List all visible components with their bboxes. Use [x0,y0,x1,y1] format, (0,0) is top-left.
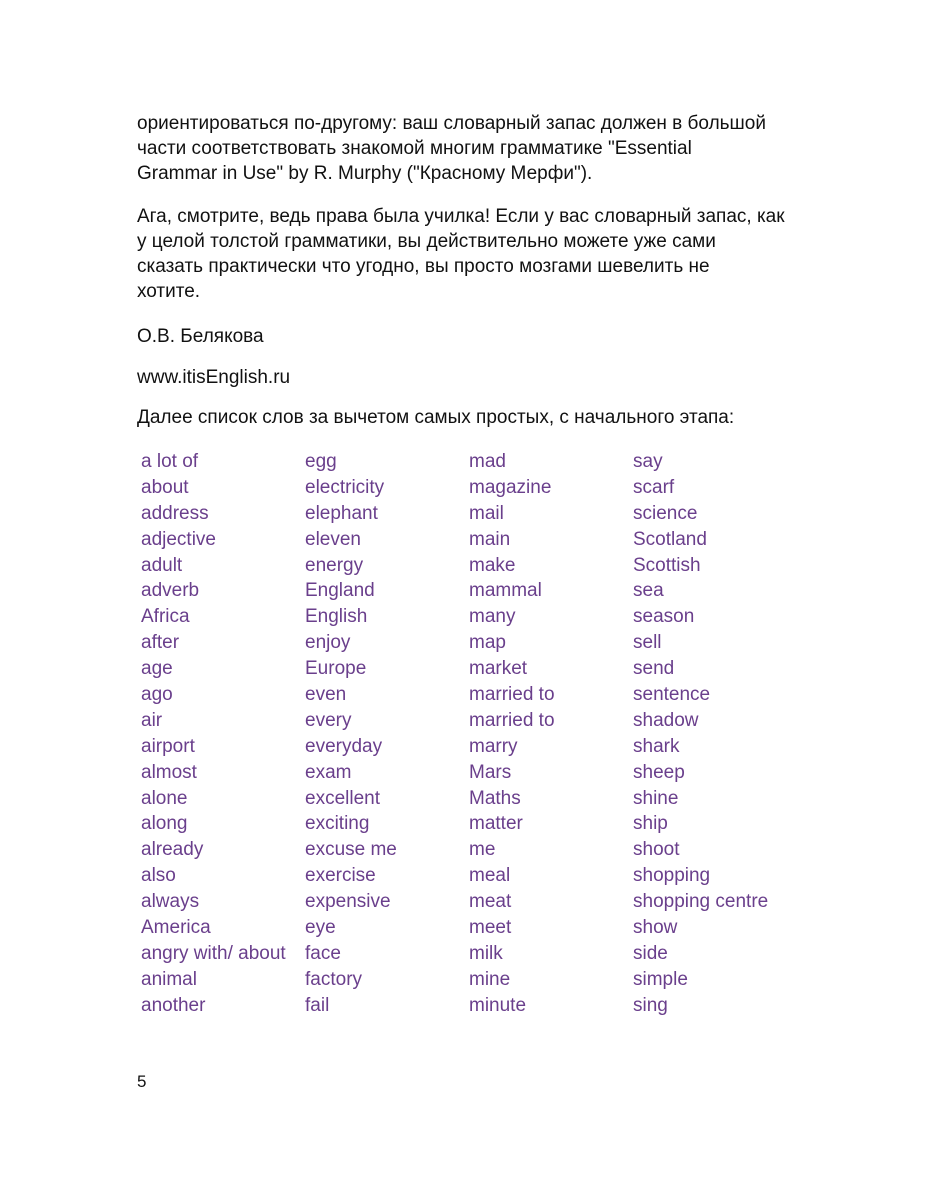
word-item: make [469,554,516,576]
word-item: mammal [469,580,542,602]
word-item: English [305,606,368,628]
word-item: shark [633,735,680,757]
word-item: send [633,658,675,680]
remark-paragraph [137,204,827,304]
author-signature: О.В. Белякова [137,326,264,347]
word-item: animal [141,968,197,990]
word-item: everyday [305,735,383,757]
word-item: eye [305,917,336,939]
word-item: always [141,891,200,913]
word-column [469,449,633,1019]
page-number: 5 [137,1072,147,1091]
word-item: along [141,813,188,835]
word-item: alone [141,787,188,809]
word-item: shopping [633,865,711,887]
word-item: sell [633,632,662,654]
remark-line: Ага, смотрите, ведь права была училка! Если у вас словарный запас, как [137,206,785,227]
word-item: eleven [305,528,361,550]
word-item: main [469,528,511,550]
remark-line: у целой толстой грамматики, вы действительно можете уже сами [137,231,716,252]
word-item: angry with/ about [141,942,286,964]
word-item: minute [469,994,527,1016]
word-item: exam [305,761,352,783]
word-item: age [141,658,173,680]
word-item: another [141,994,206,1016]
word-item: shadow [633,709,699,731]
word-item: shopping centre [633,891,769,913]
word-item: excuse me [305,839,397,861]
word-item: expensive [305,891,391,913]
word-item: show [633,917,678,939]
word-item: scarf [633,476,675,498]
word-item: about [141,476,189,498]
word-item: fail [305,994,330,1016]
word-item: adverb [141,580,200,602]
word-column [305,449,469,1019]
word-item: every [305,709,352,731]
word-item: electricity [305,476,385,498]
word-item: meat [469,891,512,913]
word-column [633,449,797,1019]
word-item: market [469,658,528,680]
intro-line: части соответствовать знакомой многим грамматике "Essential [137,138,692,159]
word-item: me [469,839,496,861]
intro-paragraph [137,111,827,186]
word-item: energy [305,554,364,576]
word-item: mine [469,968,511,990]
word-item: exercise [305,865,376,887]
remark-line: хотите. [137,281,201,302]
word-item: matter [469,813,523,835]
list-intro: Далее список слов за вычетом самых простых, с начального этапа: [137,407,735,428]
word-item: side [633,942,668,964]
word-item: ago [141,684,173,706]
word-item: marry [469,735,518,757]
website-link[interactable]: www.itisEnglish.ru [137,367,291,388]
word-item: sheep [633,761,685,783]
word-item: mail [469,502,504,524]
word-item: map [469,632,506,654]
word-item: milk [469,942,503,964]
word-item: excellent [305,787,380,809]
word-item: egg [305,451,337,472]
word-item: also [141,865,176,887]
word-item: adult [141,554,183,576]
word-item: meet [469,917,512,939]
word-item: a lot of [141,451,199,472]
word-item: exciting [305,813,370,835]
word-item: sentence [633,684,711,706]
word-item: factory [305,968,363,990]
word-item: science [633,502,698,524]
word-item: sing [633,994,668,1016]
word-item: Scotland [633,528,707,550]
intro-line: Grammar in Use" by R. Murphy ("Красному Мерфи"). [137,163,593,184]
word-item: Mars [469,761,512,783]
word-column [141,449,305,1019]
intro-line: ориентироваться по-другому: ваш словарный запас должен в большой [137,113,766,134]
word-list [141,449,797,1019]
word-item: Scottish [633,554,701,576]
word-item: almost [141,761,197,783]
word-item: season [633,606,695,628]
word-item: Maths [469,787,521,809]
word-item: mad [469,451,506,472]
word-item: America [141,917,211,939]
word-item: shine [633,787,679,809]
word-item: magazine [469,476,552,498]
word-item: address [141,502,209,524]
word-item: married to [469,709,555,731]
word-item: say [633,451,663,472]
word-item: Europe [305,658,367,680]
word-item: married to [469,684,555,706]
word-item: Africa [141,606,190,628]
word-item: simple [633,968,688,990]
remark-line: сказать практически что угодно, вы просто мозгами шевелить не [137,256,710,277]
word-item: ship [633,813,668,835]
word-item: England [305,580,375,602]
word-item: enjoy [305,632,351,654]
word-item: meal [469,865,511,887]
word-item: air [141,709,163,731]
word-item: even [305,684,347,706]
word-item: already [141,839,204,861]
word-item: sea [633,580,664,602]
word-item: many [469,606,516,628]
word-item: face [305,942,341,964]
word-item: elephant [305,502,378,524]
word-item: airport [141,735,195,757]
word-item: shoot [633,839,680,861]
word-item: adjective [141,528,216,550]
word-item: after [141,632,180,654]
